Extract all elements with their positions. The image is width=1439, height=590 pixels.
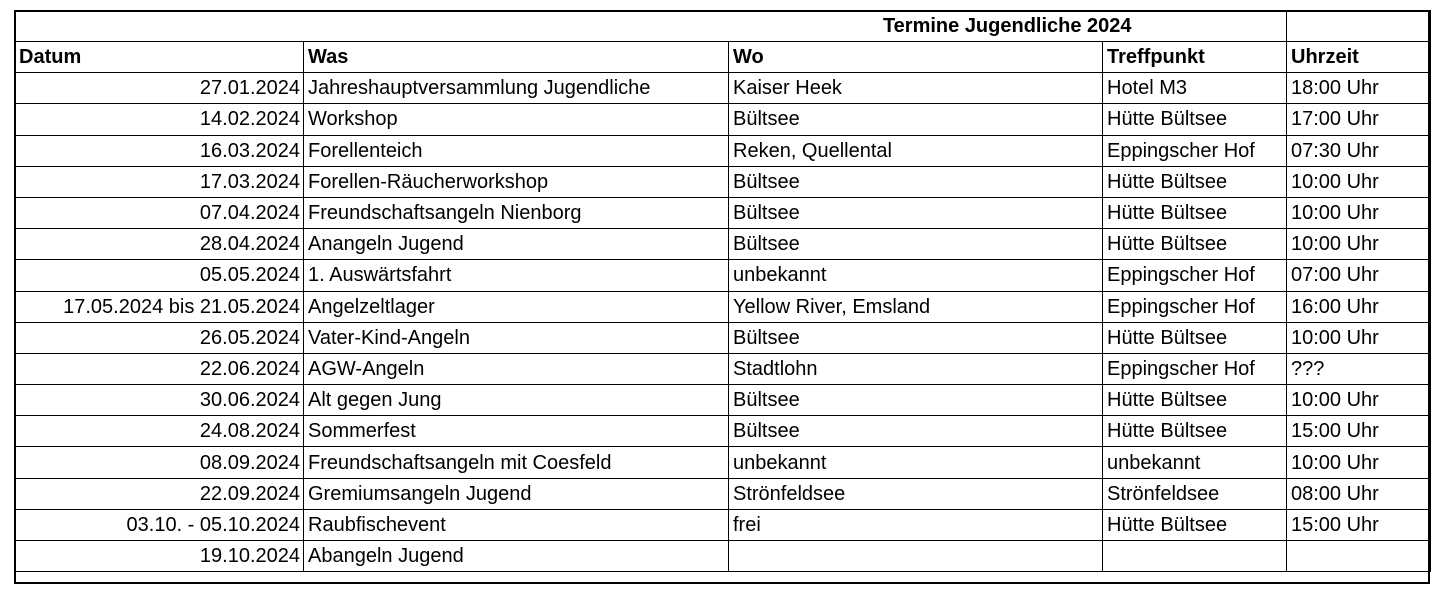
cell-datum: 14.02.2024 [15, 104, 304, 135]
cell-wo: Bültsee [729, 229, 1103, 260]
cell-was: Workshop [304, 104, 729, 135]
cell-datum: 17.05.2024 bis 21.05.2024 [15, 291, 304, 322]
header-was: Was [304, 42, 729, 73]
cell-treffpunkt [1103, 541, 1287, 572]
cell-datum: 22.09.2024 [15, 478, 304, 509]
cell-datum: 19.10.2024 [15, 541, 304, 572]
cell-wo: Yellow River, Emsland [729, 291, 1103, 322]
cell-was: Forellenteich [304, 135, 729, 166]
header-row [15, 42, 1431, 73]
cell-treffpunkt: Hütte Bültsee [1103, 104, 1287, 135]
table-row [15, 291, 1431, 322]
table-row [15, 104, 1431, 135]
cell-treffpunkt: Hotel M3 [1103, 73, 1287, 104]
cell-uhrzeit: 10:00 Uhr [1287, 447, 1431, 478]
cell-wo: Bültsee [729, 385, 1103, 416]
cell-uhrzeit: 10:00 Uhr [1287, 197, 1431, 228]
cell-datum: 07.04.2024 [15, 197, 304, 228]
table-row [15, 353, 1431, 384]
cell-was: Sommerfest [304, 416, 729, 447]
cell-uhrzeit: 15:00 Uhr [1287, 416, 1431, 447]
table-row [15, 416, 1431, 447]
cell-was: Alt gegen Jung [304, 385, 729, 416]
cell-wo: unbekannt [729, 260, 1103, 291]
table-row [15, 197, 1431, 228]
cell-datum: 22.06.2024 [15, 353, 304, 384]
cell-treffpunkt: Eppingscher Hof [1103, 260, 1287, 291]
cell-wo: Kaiser Heek [729, 73, 1103, 104]
cell-treffpunkt: unbekannt [1103, 447, 1287, 478]
cell-uhrzeit: 10:00 Uhr [1287, 322, 1431, 353]
table-row [15, 73, 1431, 104]
title-row [15, 11, 1431, 42]
cell-was: AGW-Angeln [304, 353, 729, 384]
cell-wo: Strönfeldsee [729, 478, 1103, 509]
title-spacer-cell [15, 11, 729, 42]
cell-datum: 28.04.2024 [15, 229, 304, 260]
table-row [15, 509, 1431, 540]
cell-wo: Bültsee [729, 104, 1103, 135]
cell-uhrzeit: 07:00 Uhr [1287, 260, 1431, 291]
table-row [15, 166, 1431, 197]
cell-was: Angelzeltlager [304, 291, 729, 322]
cell-treffpunkt: Hütte Bültsee [1103, 197, 1287, 228]
cell-uhrzeit: 17:00 Uhr [1287, 104, 1431, 135]
table-body [15, 11, 1431, 572]
cell-was: Freundschaftsangeln mit Coesfeld [304, 447, 729, 478]
cell-uhrzeit: 10:00 Uhr [1287, 166, 1431, 197]
table-title: Termine Jugendliche 2024 [729, 11, 1287, 42]
cell-uhrzeit: 15:00 Uhr [1287, 509, 1431, 540]
header-treffpunkt: Treffpunkt [1103, 42, 1287, 73]
table-row [15, 541, 1431, 572]
cell-uhrzeit: ??? [1287, 353, 1431, 384]
header-wo: Wo [729, 42, 1103, 73]
cell-datum: 16.03.2024 [15, 135, 304, 166]
cell-was: Gremiumsangeln Jugend [304, 478, 729, 509]
cell-datum: 30.06.2024 [15, 385, 304, 416]
table-row [15, 229, 1431, 260]
cell-uhrzeit: 10:00 Uhr [1287, 385, 1431, 416]
cell-uhrzeit: 07:30 Uhr [1287, 135, 1431, 166]
cell-was: Freundschaftsangeln Nienborg [304, 197, 729, 228]
cell-treffpunkt: Strönfeldsee [1103, 478, 1287, 509]
cell-was: 1. Auswärtsfahrt [304, 260, 729, 291]
cell-wo [729, 541, 1103, 572]
cell-wo: unbekannt [729, 447, 1103, 478]
cell-treffpunkt: Hütte Bültsee [1103, 322, 1287, 353]
header-datum: Datum [15, 42, 304, 73]
cell-datum: 08.09.2024 [15, 447, 304, 478]
table-row [15, 478, 1431, 509]
table-row [15, 447, 1431, 478]
cell-datum: 27.01.2024 [15, 73, 304, 104]
cell-wo: Bültsee [729, 416, 1103, 447]
cell-wo: frei [729, 509, 1103, 540]
cell-treffpunkt: Hütte Bültsee [1103, 166, 1287, 197]
cell-wo: Bültsee [729, 166, 1103, 197]
cell-uhrzeit: 16:00 Uhr [1287, 291, 1431, 322]
cell-datum: 24.08.2024 [15, 416, 304, 447]
cell-treffpunkt: Eppingscher Hof [1103, 135, 1287, 166]
cell-was: Raubfischevent [304, 509, 729, 540]
table-row [15, 385, 1431, 416]
cell-treffpunkt: Hütte Bültsee [1103, 509, 1287, 540]
cell-datum: 26.05.2024 [15, 322, 304, 353]
cell-uhrzeit: 10:00 Uhr [1287, 229, 1431, 260]
cell-wo: Bültsee [729, 322, 1103, 353]
cell-wo: Reken, Quellental [729, 135, 1103, 166]
cell-uhrzeit [1287, 541, 1431, 572]
cell-was: Anangeln Jugend [304, 229, 729, 260]
cell-uhrzeit: 18:00 Uhr [1287, 73, 1431, 104]
cell-treffpunkt: Hütte Bültsee [1103, 385, 1287, 416]
cell-was: Forellen-Räucherworkshop [304, 166, 729, 197]
table-row [15, 260, 1431, 291]
title-right-cell [1287, 11, 1431, 42]
cell-treffpunkt: Eppingscher Hof [1103, 291, 1287, 322]
cell-datum: 17.03.2024 [15, 166, 304, 197]
table-row [15, 135, 1431, 166]
cell-datum: 03.10. - 05.10.2024 [15, 509, 304, 540]
cell-treffpunkt: Eppingscher Hof [1103, 353, 1287, 384]
cell-wo: Bültsee [729, 197, 1103, 228]
schedule-table [14, 10, 1431, 572]
cell-datum: 05.05.2024 [15, 260, 304, 291]
cell-treffpunkt: Hütte Bültsee [1103, 416, 1287, 447]
table-row [15, 322, 1431, 353]
cell-uhrzeit: 08:00 Uhr [1287, 478, 1431, 509]
cell-was: Abangeln Jugend [304, 541, 729, 572]
header-uhrzeit: Uhrzeit [1287, 42, 1431, 73]
cell-was: Vater-Kind-Angeln [304, 322, 729, 353]
cell-treffpunkt: Hütte Bültsee [1103, 229, 1287, 260]
cell-was: Jahreshauptversammlung Jugendliche [304, 73, 729, 104]
cell-wo: Stadtlohn [729, 353, 1103, 384]
